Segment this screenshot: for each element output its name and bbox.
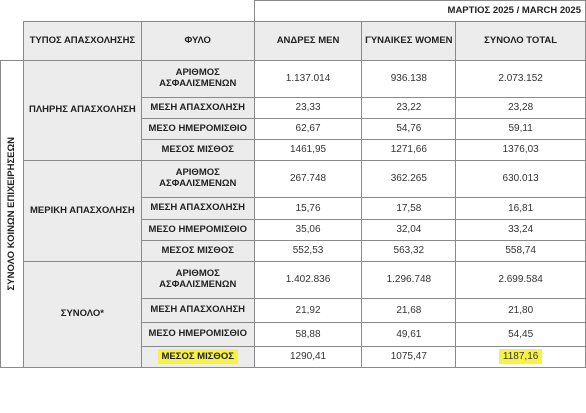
period-label: ΜΑΡΤΙΟΣ 2025 / MARCH 2025 [254, 1, 585, 22]
employment-type-label: ΜΕΡΙΚΗ ΑΠΑΣΧΟΛΗΣΗ [23, 161, 141, 262]
value-total: 33,24 [456, 220, 586, 241]
table-row [1, 262, 586, 299]
value-women: 23,22 [362, 98, 456, 119]
value-men: 23,33 [254, 98, 362, 119]
value-total: 1376,03 [456, 140, 586, 161]
table-row [1, 61, 586, 98]
value-men: 21,92 [254, 299, 362, 323]
header-employment-type-text: ΤΥΠΟΣ ΑΠΑΣΧΟΛΗΣΗΣ [29, 34, 136, 46]
value-men: 35,06 [254, 220, 362, 241]
value-women: 1075,47 [362, 347, 456, 368]
value-women: 936.138 [362, 61, 456, 98]
value-total: 16,81 [456, 198, 586, 220]
header-row [1, 22, 586, 61]
value-men: 1461,95 [254, 140, 362, 161]
value-total: 558,74 [456, 241, 586, 262]
value-total [456, 347, 586, 368]
measure-label: ΜΕΣΟΣ ΜΙΣΘΟΣ [141, 241, 254, 262]
table-body [1, 1, 586, 368]
value-total: 21,80 [456, 299, 586, 323]
measure-label: ΜΕΣΟ ΗΜΕΡΟΜΙΣΘΙΟ [141, 220, 254, 241]
side-label: ΣΥΝΟΛΟ ΚΟΙΝΩΝ ΕΠΙΧΕΙΡΗΣΕΩΝ [5, 137, 17, 291]
value-men: 267.748 [254, 161, 362, 198]
measure-label: ΑΡΙΘΜΟΣ ΑΣΦΑΛΙΣΜΕΝΩΝ [141, 262, 254, 299]
header-employment-type [23, 22, 141, 61]
value-women: 362.265 [362, 161, 456, 198]
value-women: 1271,66 [362, 140, 456, 161]
measure-label: ΑΡΙΘΜΟΣ ΑΣΦΑΛΙΣΜΕΝΩΝ [141, 161, 254, 198]
value-men: 58,88 [254, 323, 362, 347]
measure-label: ΜΕΣΗ ΑΠΑΣΧΟΛΗΣΗ [141, 198, 254, 220]
table-row [1, 161, 586, 198]
value-total: 23,28 [456, 98, 586, 119]
value-total: 59,11 [456, 119, 586, 140]
value-men: 1290,41 [254, 347, 362, 368]
side-label-cell [1, 61, 24, 368]
value-men: 62,67 [254, 119, 362, 140]
value-total: 2.699.584 [456, 262, 586, 299]
value-total: 2.073.152 [456, 61, 586, 98]
header-men: ΑΝΔΡΕΣ MEN [254, 22, 362, 61]
header-gender: ΦΥΛΟ [141, 22, 254, 61]
value-women: 54,76 [362, 119, 456, 140]
measure-label: ΜΕΣΟ ΗΜΕΡΟΜΙΣΘΙΟ [141, 119, 254, 140]
period-row [1, 1, 586, 22]
value-women: 563,32 [362, 241, 456, 262]
value-total: 630.013 [456, 161, 586, 198]
header-total: ΣΥΝΟΛΟ TOTAL [456, 22, 586, 61]
value-men: 1.137.014 [254, 61, 362, 98]
value-total: 54,45 [456, 323, 586, 347]
employment-type-label: ΣΥΝΟΛΟ* [23, 262, 141, 368]
employment-type-label: ΠΛΗΡΗΣ ΑΠΑΣΧΟΛΗΣΗ [23, 61, 141, 161]
header-women: ΓΥΝΑΙΚΕΣ WOMEN [362, 22, 456, 61]
value-men: 15,76 [254, 198, 362, 220]
value-women: 32,04 [362, 220, 456, 241]
value-women: 17,58 [362, 198, 456, 220]
value-women: 49,61 [362, 323, 456, 347]
measure-label: ΜΕΣΗ ΑΠΑΣΧΟΛΗΣΗ [141, 299, 254, 323]
value-men: 1.402.836 [254, 262, 362, 299]
highlighted-measure-label: ΜΕΣΟΣ ΜΙΣΘΟΣ [158, 349, 238, 364]
value-women: 1.296.748 [362, 262, 456, 299]
value-women: 21,68 [362, 299, 456, 323]
measure-label: ΜΕΣΟΣ ΜΙΣΘΟΣ [141, 140, 254, 161]
measure-label [141, 347, 254, 368]
measure-label: ΑΡΙΘΜΟΣ ΑΣΦΑΛΙΣΜΕΝΩΝ [141, 61, 254, 98]
measure-label: ΜΕΣΟ ΗΜΕΡΟΜΙΣΘΙΟ [141, 323, 254, 347]
measure-label: ΜΕΣΗ ΑΠΑΣΧΟΛΗΣΗ [141, 98, 254, 119]
value-men: 552,53 [254, 241, 362, 262]
highlighted-total-value: 1187,16 [499, 349, 542, 364]
